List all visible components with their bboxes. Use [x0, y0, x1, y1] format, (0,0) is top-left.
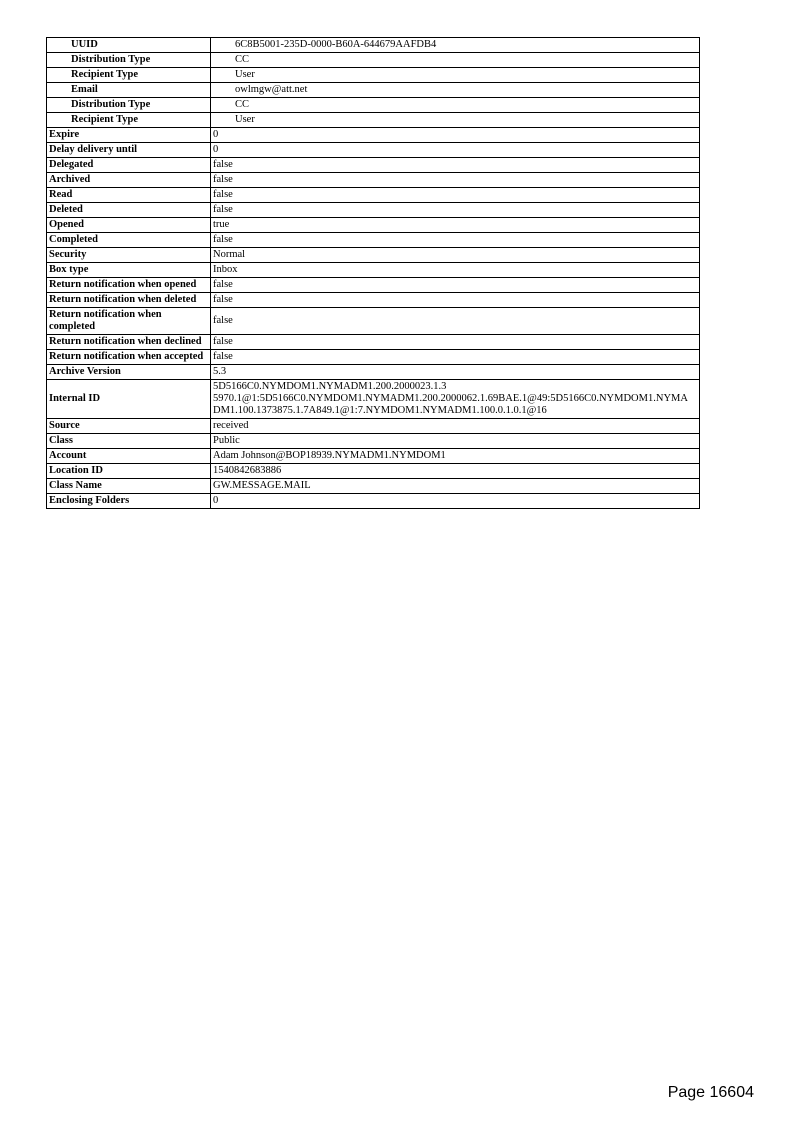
row-value: 0	[211, 128, 700, 143]
row-value: false	[211, 158, 700, 173]
row-value: true	[211, 218, 700, 233]
row-label: Internal ID	[47, 380, 211, 419]
row-label: Return notification when deleted	[47, 293, 211, 308]
row-value: User	[211, 113, 700, 128]
page-number: Page 16604	[667, 1084, 754, 1101]
row-value: false	[211, 173, 700, 188]
table-row	[47, 248, 700, 263]
table-row	[47, 293, 700, 308]
row-label: Enclosing Folders	[47, 494, 211, 509]
table-row	[47, 233, 700, 248]
table-row	[47, 158, 700, 173]
table-row	[47, 365, 700, 380]
table-row	[47, 53, 700, 68]
table-row	[47, 380, 700, 419]
table-row	[47, 68, 700, 83]
row-value: 5D5166C0.NYMDOM1.NYMADM1.200.2000023.1.3 5970.1@1:5D5166C0.NYMDOM1.NYMADM1.200.2000062.1.69BAE.1@49:5D5166C0.NYMDOM1.NYMA DM1.100.1373875.1.7A849.1@1:7.NYMDOM1.NYMADM1.100.0.1.0.1@16	[211, 380, 700, 419]
row-label: Return notification when accepted	[47, 350, 211, 365]
table-row	[47, 98, 700, 113]
table-row	[47, 113, 700, 128]
table-row	[47, 83, 700, 98]
row-value: false	[211, 188, 700, 203]
row-value: Adam Johnson@BOP18939.NYMADM1.NYMDOM1	[211, 449, 700, 464]
table-row	[47, 434, 700, 449]
row-label: Archived	[47, 173, 211, 188]
properties-table	[46, 37, 700, 509]
row-value: Inbox	[211, 263, 700, 278]
row-label: UUID	[47, 38, 211, 53]
row-label: Deleted	[47, 203, 211, 218]
row-label: Read	[47, 188, 211, 203]
table-row	[47, 278, 700, 293]
row-value: false	[211, 278, 700, 293]
row-value: 0	[211, 143, 700, 158]
row-value: false	[211, 203, 700, 218]
table-row	[47, 143, 700, 158]
table-row	[47, 263, 700, 278]
row-value: CC	[211, 98, 700, 113]
row-label: Delegated	[47, 158, 211, 173]
row-value: 0	[211, 494, 700, 509]
row-label: Return notification when completed	[47, 308, 211, 335]
row-label: Email	[47, 83, 211, 98]
row-label: Source	[47, 419, 211, 434]
row-value: false	[211, 350, 700, 365]
table-row	[47, 38, 700, 53]
row-value: false	[211, 335, 700, 350]
row-value: User	[211, 68, 700, 83]
row-value: GW.MESSAGE.MAIL	[211, 479, 700, 494]
table-row	[47, 464, 700, 479]
table-row	[47, 335, 700, 350]
row-label: Recipient Type	[47, 68, 211, 83]
row-label: Distribution Type	[47, 53, 211, 68]
row-label: Return notification when opened	[47, 278, 211, 293]
row-label: Security	[47, 248, 211, 263]
row-label: Account	[47, 449, 211, 464]
table-row	[47, 494, 700, 509]
table-row	[47, 350, 700, 365]
row-value: CC	[211, 53, 700, 68]
row-label: Recipient Type	[47, 113, 211, 128]
table-row	[47, 173, 700, 188]
row-value: received	[211, 419, 700, 434]
table-row	[47, 203, 700, 218]
table-row	[47, 128, 700, 143]
table-row	[47, 188, 700, 203]
row-label: Delay delivery until	[47, 143, 211, 158]
row-value: false	[211, 293, 700, 308]
row-label: Box type	[47, 263, 211, 278]
row-value: 6C8B5001-235D-0000-B60A-644679AAFDB4	[211, 38, 700, 53]
table-row	[47, 308, 700, 335]
row-value: Normal	[211, 248, 700, 263]
row-value: owlmgw@att.net	[211, 83, 700, 98]
row-value: 1540842683886	[211, 464, 700, 479]
table-row	[47, 449, 700, 464]
table-row	[47, 479, 700, 494]
row-value: Public	[211, 434, 700, 449]
row-label: Return notification when declined	[47, 335, 211, 350]
row-value: false	[211, 308, 700, 335]
row-label: Archive Version	[47, 365, 211, 380]
table-row	[47, 419, 700, 434]
row-label: Location ID	[47, 464, 211, 479]
row-label: Class	[47, 434, 211, 449]
row-value: false	[211, 233, 700, 248]
row-value: 5.3	[211, 365, 700, 380]
row-label: Completed	[47, 233, 211, 248]
row-label: Opened	[47, 218, 211, 233]
row-label: Distribution Type	[47, 98, 211, 113]
row-label: Class Name	[47, 479, 211, 494]
table-row	[47, 218, 700, 233]
row-label: Expire	[47, 128, 211, 143]
